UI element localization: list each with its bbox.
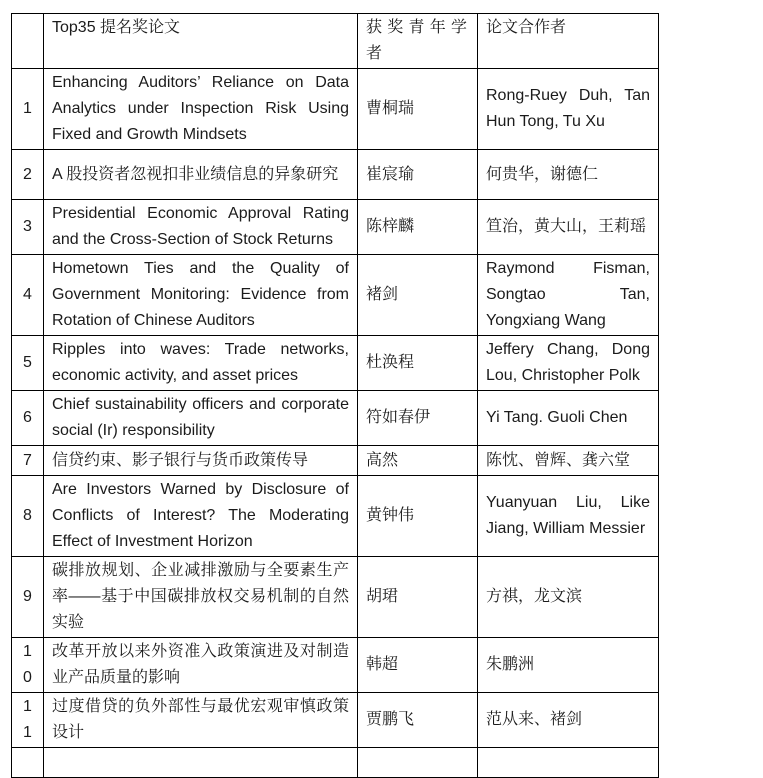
scholar-name: 崔宸瑜: [358, 150, 478, 200]
scholar-name: 高然: [358, 446, 478, 476]
coauthors: Jeffery Chang, Dong Lou, Christopher Polk: [478, 336, 659, 391]
paper-title: Chief sustainability officers and corporate social (Ir) responsibility: [44, 391, 358, 446]
coauthors: 方祺，龙文滨: [478, 557, 659, 638]
row-number: 6: [12, 391, 44, 446]
paper-title: Presidential Economic Approval Rating and the Cross-Section of Stock Returns: [44, 200, 358, 255]
scholar-name: 曹桐瑞: [358, 69, 478, 150]
coauthors: 何贵华，谢德仁: [478, 150, 659, 200]
row-number: 10: [12, 638, 44, 693]
scholar-name: 贾鹏飞: [358, 693, 478, 748]
table-row: [12, 150, 659, 200]
scholar-name: 杜涣程: [358, 336, 478, 391]
coauthors: 陈忱、曾辉、龚六堂: [478, 446, 659, 476]
row-number: 1: [12, 69, 44, 150]
scholar-name: 韩超: [358, 638, 478, 693]
scholar-name: 褚剑: [358, 255, 478, 336]
table-row: [12, 336, 659, 391]
scholar-name: 符如春伊: [358, 391, 478, 446]
table-row: [12, 255, 659, 336]
row-number: 3: [12, 200, 44, 255]
coauthors: Yi Tang. Guoli Chen: [478, 391, 659, 446]
row-number: 11: [12, 693, 44, 748]
table-row-partial: [12, 748, 659, 778]
paper-title: Ripples into waves: Trade networks, economic activity, and asset prices: [44, 336, 358, 391]
coauthors: 朱鹏洲: [478, 638, 659, 693]
table-row: [12, 69, 659, 150]
coauthors: [478, 748, 659, 778]
row-number: [12, 748, 44, 778]
paper-title: Enhancing Auditors’ Reliance on Data Analytics under Inspection Risk Using Fixed and Growth Mindsets: [44, 69, 358, 150]
header-coauthors: 论文合作者: [478, 14, 659, 69]
header-row: [12, 14, 659, 69]
row-number: 5: [12, 336, 44, 391]
scholar-name: [358, 748, 478, 778]
table-row: [12, 693, 659, 748]
scholar-name: 黄钟伟: [358, 476, 478, 557]
paper-title: Are Investors Warned by Disclosure of Conflicts of Interest? The Moderating Effect of Investment Horizon: [44, 476, 358, 557]
header-scholar: 获奖青年学者: [358, 14, 478, 69]
paper-title: 过度借贷的负外部性与最优宏观审慎政策设计: [44, 693, 358, 748]
paper-title: A 股投资者忽视扣非业绩信息的异象研究: [44, 150, 358, 200]
scholar-name: 陈梓麟: [358, 200, 478, 255]
coauthors: Rong-Ruey Duh, Tan Hun Tong, Tu Xu: [478, 69, 659, 150]
header-paper-title: Top35 提名奖论文: [44, 14, 358, 69]
paper-title: [44, 748, 358, 778]
header-number: [12, 14, 44, 69]
coauthors: 范从来、褚剑: [478, 693, 659, 748]
row-number: 8: [12, 476, 44, 557]
row-number: 9: [12, 557, 44, 638]
table-row: [12, 391, 659, 446]
table-row: [12, 557, 659, 638]
paper-title: 信贷约束、影子银行与货币政策传导: [44, 446, 358, 476]
row-number: 2: [12, 150, 44, 200]
paper-title: Hometown Ties and the Quality of Government Monitoring: Evidence from Rotation of Chinese Auditors: [44, 255, 358, 336]
table-row: [12, 446, 659, 476]
row-number: 7: [12, 446, 44, 476]
coauthors: Yuanyuan Liu, Like Jiang, William Messier: [478, 476, 659, 557]
table-row: [12, 638, 659, 693]
paper-title: 碳排放规划、企业减排激励与全要素生产率——基于中国碳排放权交易机制的自然实验: [44, 557, 358, 638]
coauthors: 笪治，黄大山，王莉瑶: [478, 200, 659, 255]
coauthors: Raymond Fisman, Songtao Tan, Yongxiang Wang: [478, 255, 659, 336]
table-row: [12, 200, 659, 255]
award-papers-table: [11, 13, 659, 778]
scholar-name: 胡珺: [358, 557, 478, 638]
paper-title: 改革开放以来外资准入政策演进及对制造业产品质量的影响: [44, 638, 358, 693]
row-number: 4: [12, 255, 44, 336]
table-row: [12, 476, 659, 557]
